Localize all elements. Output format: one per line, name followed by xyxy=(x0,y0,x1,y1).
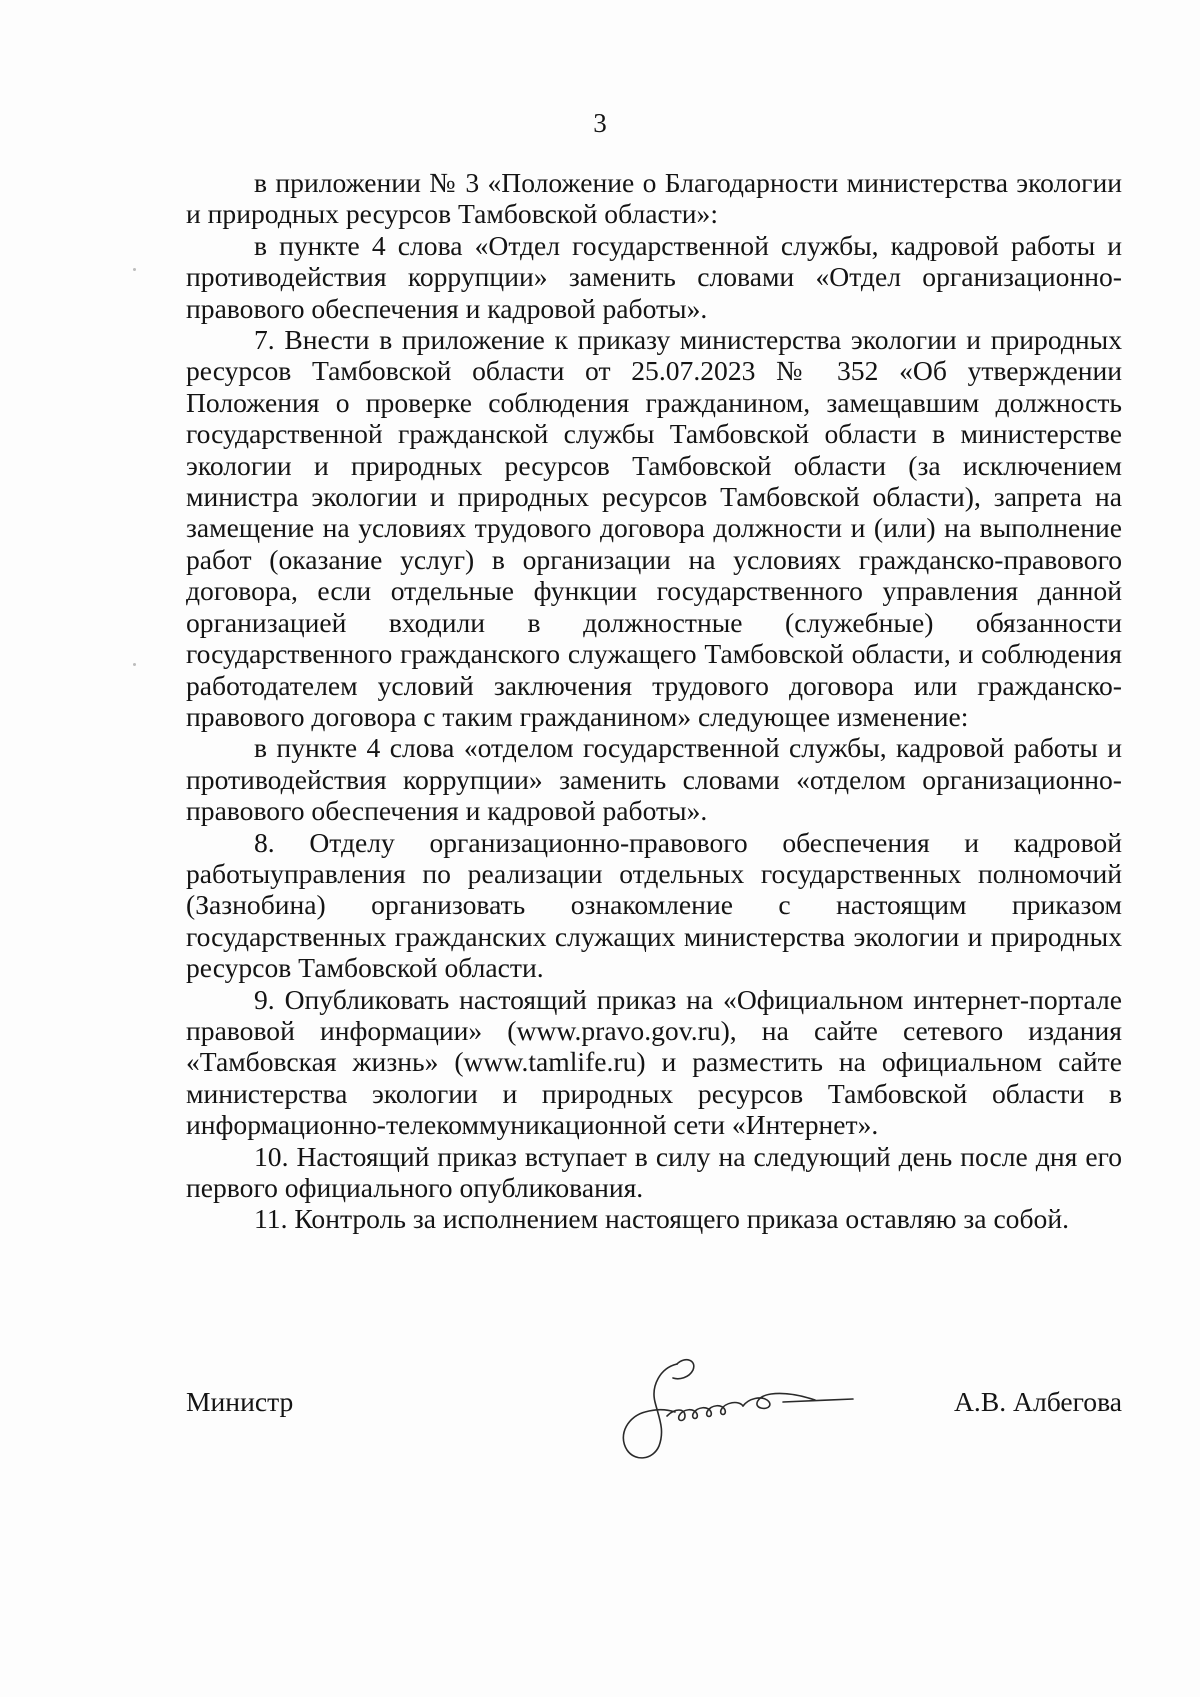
document-body xyxy=(186,167,1122,1235)
paragraph-item-10: 10. Настоящий приказ вступает в силу на следующий день после дня его первого официального опубликования. xyxy=(186,1140,1122,1203)
handwritten-signature xyxy=(615,1338,895,1468)
scan-speck xyxy=(133,663,136,666)
paragraph-item-7: 7. Внести в приложение к приказу министерства экологии и природных ресурсов Тамбовской области от 25.07.2023 № 352 «Об утверждении Положения о проверке соблюдения гражданином, замещавшим должность государственной гражданской службы Тамбовской области в министерстве экологии и природных ресурсов Тамбовской области (за исключением министра экологии и природных ресурсов Тамбовской области), запрета на замещение на условиях трудового договора должности и (или) на выполнение работ (оказание услуг) в организации на условиях гражданско-правового договора, если отдельные функции государственного управления данной организацией входили в должностные (служебные) обязанности государственного гражданского служащего Тамбовской области, и соблюдения работодателем условий заключения трудового договора или гражданско-правового договора с таким гражданином» следующее изменение: xyxy=(186,324,1122,732)
paragraph-appendix-3-amendment: в пункте 4 слова «Отдел государственной службы, кадровой работы и противодействия коррупции» заменить словами «Отдел организационно-правового обеспечения и кадровой работы». xyxy=(186,229,1122,324)
paragraph-appendix-3-heading: в приложении № 3 «Положение о Благодарности министерства экологии и природных ресурсов Тамбовской области»: xyxy=(186,167,1122,230)
scan-speck xyxy=(133,268,136,271)
paragraph-item-7-amendment: в пункте 4 слова «отделом государственной службы, кадровой работы и противодействия коррупции» заменить словами «отделом организационно-правового обеспечения и кадровой работы». xyxy=(186,732,1122,827)
paragraph-item-11: 11. Контроль за исполнением настоящего приказа оставляю за собой. xyxy=(254,1203,1069,1235)
paragraph-item-9: 9. Опубликовать настоящий приказ на «Официальном интернет-портале правовой информации» (www.pravo.gov.ru), на сайте сетевого издания «Тамбовская жизнь» (www.tamlife.ru) и разместить на официальном сайте министерства экологии и природных ресурсов Тамбовской области в информационно-телекоммуникационной сети «Интернет». xyxy=(186,983,1122,1141)
paragraph-item-8: 8. Отделу организационно-правового обеспечения и кадровой работыуправления по реализации отдельных государственных полномочий (Зазнобина) организовать ознакомление с настоящим приказом государственных гражданских служащих министерства экологии и природных ресурсов Тамбовской области. xyxy=(186,826,1122,984)
signer-position: Министр xyxy=(186,1386,294,1417)
signer-name: А.В. Албегова xyxy=(954,1386,1122,1417)
page-number: 3 xyxy=(593,108,607,138)
